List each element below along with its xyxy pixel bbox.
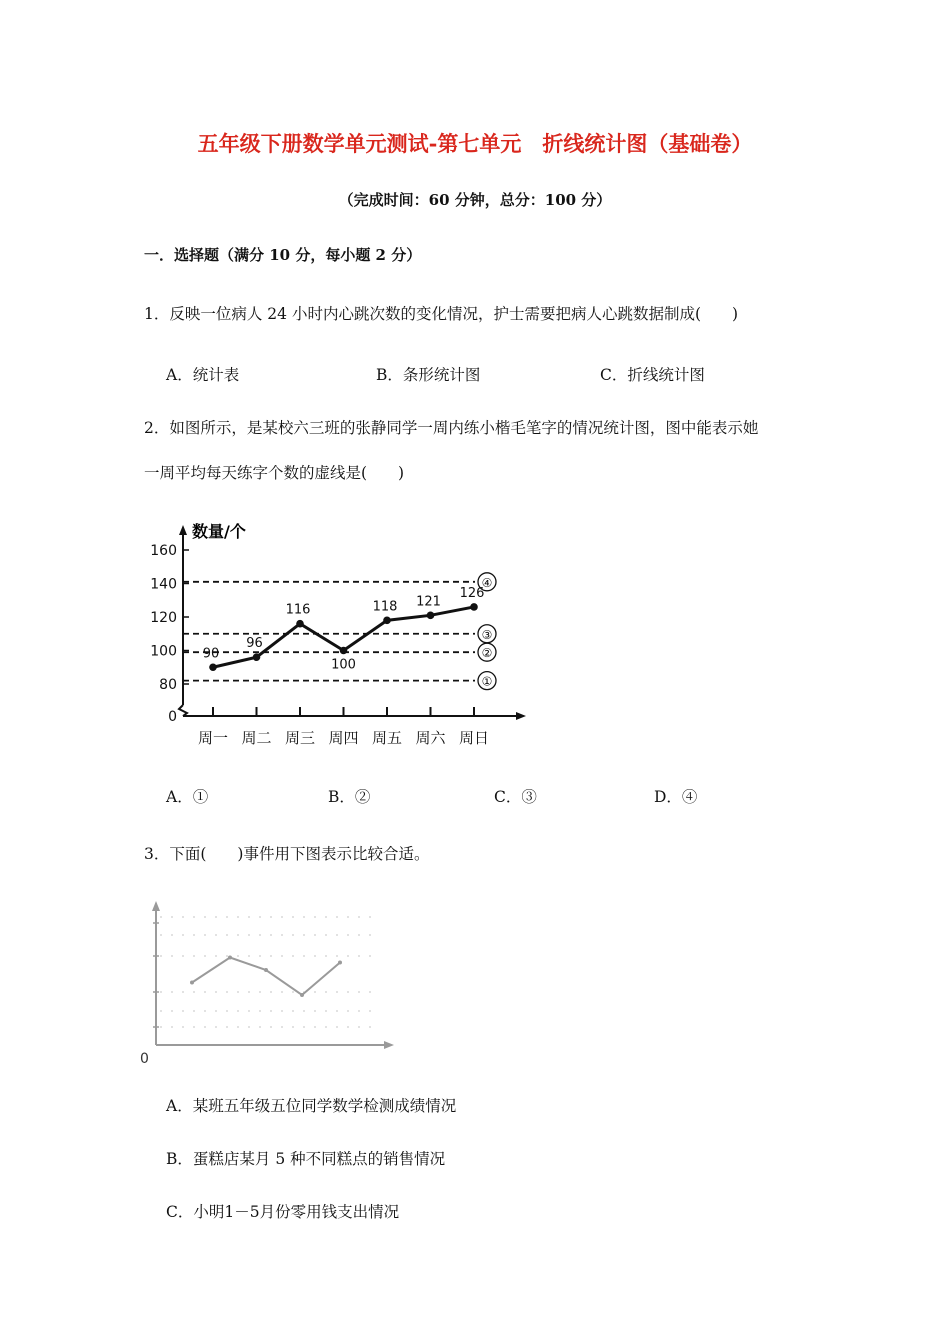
page-title: 五年级下册数学单元测试-第七单元 折线统计图（基础卷） xyxy=(197,131,753,156)
q2-option-a: A．① xyxy=(166,788,209,806)
y-axis-break xyxy=(179,705,187,716)
y-tick-label: 100 xyxy=(150,643,177,660)
question-1: 1．反映一位病人 24 小时内心跳次数的变化情况，护士需要把病人心跳数据制成( ) xyxy=(144,305,739,323)
y-axis-arrow xyxy=(152,901,160,911)
data-point xyxy=(470,603,478,611)
data-point xyxy=(427,612,435,620)
page-subtitle: （完成时间：60 分钟，总分：100 分） xyxy=(338,191,612,209)
x-axis-arrow xyxy=(516,712,526,720)
y-tick-label: 140 xyxy=(150,576,177,593)
y-tick-label: 80 xyxy=(159,677,177,693)
data-point xyxy=(209,663,217,671)
q2-option-c: C．③ xyxy=(494,788,537,806)
origin-label: 0 xyxy=(140,1051,149,1067)
x-tick-label: 周五 xyxy=(371,729,403,747)
question-3: 3．下面( )事件用下图表示比较合适。 xyxy=(144,845,430,863)
data-point xyxy=(338,961,342,965)
x-tick-label: 周六 xyxy=(415,729,446,747)
section-heading: 一．选择题（满分 10 分，每小题 2 分） xyxy=(144,246,422,264)
question-2-line-1: 2．如图所示，是某校六三班的张静同学一周内练小楷毛笔字的情况统计图，图中能表示她 xyxy=(144,419,759,437)
data-label: 116 xyxy=(285,602,311,618)
q1-option-c: C．折线统计图 xyxy=(600,366,705,384)
data-label: 118 xyxy=(372,599,398,615)
data-point xyxy=(253,653,261,661)
x-tick-label: 周日 xyxy=(458,729,490,747)
x-tick-label: 周三 xyxy=(284,729,316,747)
q2-option-d: D．④ xyxy=(654,788,698,806)
q3-line-chart xyxy=(138,895,408,1070)
reference-line-label: ② xyxy=(481,646,493,661)
data-point xyxy=(228,956,232,960)
y-tick-label: 0 xyxy=(168,709,177,725)
x-tick-label: 周四 xyxy=(328,729,359,747)
y-tick-label: 120 xyxy=(150,610,177,626)
y-axis-arrow xyxy=(179,525,187,535)
data-label: 96 xyxy=(246,636,263,652)
q3-option-b: B．蛋糕店某月 5 种不同糕点的销售情况 xyxy=(166,1150,446,1168)
q3-option-a: A．某班五年级五位同学数学检测成绩情况 xyxy=(166,1097,457,1115)
y-tick-label: 160 xyxy=(150,543,177,559)
q2-option-b: B．② xyxy=(328,788,371,806)
q3-chart-content xyxy=(140,901,394,1067)
q2-chart-content xyxy=(150,522,526,747)
data-line xyxy=(192,958,340,996)
data-point xyxy=(296,620,304,628)
reference-line-label: ④ xyxy=(481,575,493,590)
data-point xyxy=(383,617,391,625)
q1-option-a: A．统计表 xyxy=(166,366,240,384)
data-point xyxy=(264,968,268,972)
data-point xyxy=(340,647,348,655)
q1-option-b: B．条形统计图 xyxy=(376,366,481,384)
q3-option-c: C．小明1－5月份零用钱支出情况 xyxy=(166,1203,400,1221)
data-label: 121 xyxy=(416,594,441,610)
data-label: 90 xyxy=(202,646,220,662)
reference-line-label: ③ xyxy=(481,627,493,642)
data-point xyxy=(300,993,304,997)
x-axis-arrow xyxy=(384,1041,394,1049)
reference-line-label: ① xyxy=(481,674,493,689)
data-point xyxy=(190,981,194,985)
x-tick-label: 周一 xyxy=(197,729,229,747)
x-tick-label: 周二 xyxy=(241,729,272,747)
question-2-line-2: 一周平均每天练字个数的虚线是( ) xyxy=(144,464,405,482)
y-axis-label: 数量/个 xyxy=(192,522,246,541)
q2-line-chart xyxy=(140,515,540,755)
data-label: 100 xyxy=(331,657,356,673)
data-label: 126 xyxy=(459,585,485,601)
